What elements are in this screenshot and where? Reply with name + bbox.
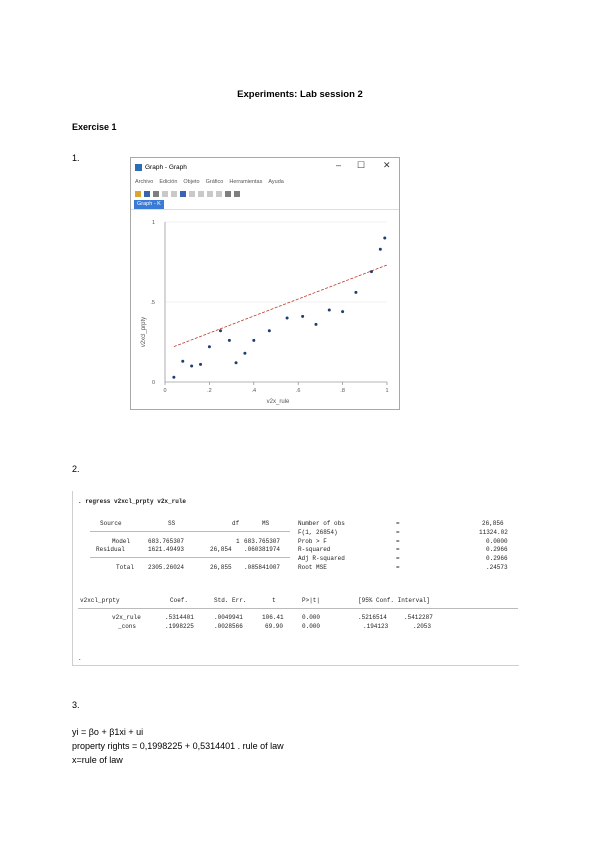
regress-command: . regress v2xcl_prpty v2x_rule: [78, 498, 187, 505]
anova-residual-df: 26,854: [210, 546, 232, 553]
x-tick-label: 0: [163, 388, 167, 394]
stat-rmse-value: .24573: [486, 564, 508, 571]
scatter-point: [235, 361, 238, 364]
anova-total-ss: 2305.26024: [148, 564, 185, 571]
coef-cons-ci-low: .194123: [363, 623, 389, 630]
anova-divider: [90, 531, 290, 532]
stat-f-value: 11324.02: [479, 529, 508, 536]
scatter-point: [268, 329, 271, 332]
scatter-point: [341, 310, 344, 313]
coef-header-ci: [95% Conf. Interval]: [358, 597, 431, 604]
scatter-point: [208, 345, 211, 348]
coef-cons-var: _cons: [118, 623, 137, 630]
rename-icon[interactable]: [171, 191, 177, 197]
stat-adjr2-value: 0.2966: [486, 555, 508, 562]
scatter-point: [181, 360, 184, 363]
item-number-1: 1.: [72, 153, 80, 163]
minimize-button[interactable]: –: [336, 160, 342, 170]
stat-f-eq: =: [396, 529, 400, 536]
scatter-point: [219, 329, 222, 332]
x-axis-label: v2x_rule: [266, 399, 290, 405]
equation-estimated: property rights = 0,1998225 + 0,5314401 . rule of law: [72, 741, 284, 751]
graph-menubar: [131, 176, 399, 188]
anova-residual-ms: .060381974: [244, 546, 281, 553]
stata-app-icon: [135, 164, 142, 171]
scatter-point: [314, 323, 317, 326]
menu-grafico[interactable]: Gráfico: [205, 179, 224, 185]
coef-cons-p: 0.000: [302, 623, 321, 630]
anova-header-df: df: [232, 520, 240, 527]
stat-probf-label: Prob > F: [298, 538, 327, 545]
coef-header-se: Std. Err.: [214, 597, 247, 604]
anova-total-label: Total: [116, 564, 135, 571]
scatter-point: [379, 248, 382, 251]
scatter-point: [286, 317, 289, 320]
anova-total-df: 26,855: [210, 564, 232, 571]
graph-tab[interactable]: Graph - K: [134, 200, 164, 209]
coef-cons-coef: .1998225: [165, 623, 194, 630]
y-axis-label: v2xcl_prpty: [141, 316, 147, 348]
scatter-point: [243, 352, 246, 355]
stat-f-label: F(1, 26854): [298, 529, 338, 536]
x-tick-label: .2: [207, 388, 212, 394]
scatter-point: [370, 270, 373, 273]
maximize-button[interactable]: ☐: [357, 160, 366, 170]
marker-icon[interactable]: [216, 191, 222, 197]
scatter-point: [383, 237, 386, 240]
scatter-point: [354, 291, 357, 294]
coef-header-coef: Coef.: [170, 597, 189, 604]
stat-r2-label: R-squared: [298, 546, 331, 553]
scatter-point: [199, 363, 202, 366]
play-icon[interactable]: [225, 191, 231, 197]
anova-header-ms: MS: [262, 520, 270, 527]
graph-toolbar: [131, 188, 399, 200]
stat-nobs-value: 26,856: [482, 520, 504, 527]
anova-residual-ss: 1621.49493: [148, 546, 185, 553]
equation-x-definition: x=rule of law: [72, 755, 123, 765]
scatter-point: [301, 315, 304, 318]
coef-header-p: P>|t|: [302, 597, 321, 604]
graph-tabrow: [131, 200, 399, 210]
print-icon[interactable]: [153, 191, 159, 197]
scatter-point: [328, 309, 331, 312]
coef-cons-t: 69.90: [265, 623, 284, 630]
coef-header-var: v2xcl_prpty: [80, 597, 120, 604]
stat-nobs-eq: =: [396, 520, 400, 527]
y-tick-label: 1: [151, 220, 155, 226]
menu-herramientas[interactable]: Herramientas: [229, 179, 263, 185]
coef-rule-var: v2x_rule: [112, 614, 141, 621]
stata-output-panel: [72, 491, 519, 666]
stat-rmse-eq: =: [396, 564, 400, 571]
anova-total-divider: [90, 557, 290, 558]
x-tick-label: .6: [295, 388, 301, 394]
anova-model-df: 1: [236, 538, 240, 545]
line-icon[interactable]: [207, 191, 213, 197]
scatter-point: [252, 339, 255, 342]
anova-header-ss: SS: [168, 520, 176, 527]
menu-archivo[interactable]: Archivo: [135, 179, 154, 185]
x-tick-label: .8: [340, 388, 345, 394]
y-tick-label: .5: [150, 300, 155, 306]
coef-divider: [78, 608, 518, 609]
anova-header-source: Source: [100, 520, 122, 527]
x-tick-label: 1: [385, 388, 389, 394]
pause-icon[interactable]: [234, 191, 240, 197]
graph-window-titlebar: [131, 158, 399, 176]
stat-probf-value: 0.0000: [486, 538, 508, 545]
close-button[interactable]: ✕: [383, 160, 391, 170]
stat-rmse-label: Root MSE: [298, 564, 327, 571]
open-icon[interactable]: [135, 191, 141, 197]
stata-prompt: .: [78, 655, 82, 662]
graph-window-title: Graph - Graph: [145, 163, 187, 171]
coef-rule-ci-low: .5216514: [358, 614, 387, 621]
coef-rule-p: 0.000: [302, 614, 321, 621]
anova-model-ms: 683.765307: [244, 538, 281, 545]
anova-total-ms: .085841007: [244, 564, 281, 571]
y-tick-label: 0: [151, 380, 155, 386]
stat-adjr2-eq: =: [396, 555, 400, 562]
menu-ayuda[interactable]: Ayuda: [268, 179, 284, 185]
stat-adjr2-label: Adj R-squared: [298, 555, 345, 562]
exercise-heading: Exercise 1: [72, 122, 117, 132]
graph-window: [130, 157, 400, 410]
scatter-point: [228, 339, 231, 342]
coef-rule-ci-high: .5412287: [404, 614, 433, 621]
save-icon[interactable]: [144, 191, 150, 197]
anova-model-label: Model: [112, 538, 131, 545]
text-icon[interactable]: [198, 191, 204, 197]
x-tick-label: .4: [251, 388, 257, 394]
coef-rule-coef: .5314401: [165, 614, 194, 621]
scatter-plot: [131, 210, 399, 409]
coef-cons-se: .0028566: [214, 623, 243, 630]
menu-objeto[interactable]: Objeto: [183, 179, 200, 185]
equation-general: yi = βo + β1xi + ui: [72, 727, 144, 737]
coef-rule-t: 106.41: [262, 614, 284, 621]
anova-residual-label: Residual: [96, 546, 125, 553]
stat-probf-eq: =: [396, 538, 400, 545]
scatter-point: [190, 365, 193, 368]
copy-icon[interactable]: [162, 191, 168, 197]
document-title: Experiments: Lab session 2: [237, 89, 363, 100]
stat-r2-eq: =: [396, 546, 400, 553]
anova-model-ss: 683.765307: [148, 538, 185, 545]
menu-edicion[interactable]: Edición: [159, 179, 178, 185]
stat-r2-value: 0.2966: [486, 546, 508, 553]
coef-cons-ci-high: .2053: [413, 623, 432, 630]
coef-rule-se: .0049941: [214, 614, 243, 621]
editor-icon[interactable]: [180, 191, 186, 197]
item-number-3: 3.: [72, 700, 80, 710]
coef-header-t: t: [272, 597, 276, 604]
pointer-icon[interactable]: [189, 191, 195, 197]
stat-nobs-label: Number of obs: [298, 520, 345, 527]
scatter-point: [172, 376, 175, 379]
item-number-2: 2.: [72, 464, 80, 474]
